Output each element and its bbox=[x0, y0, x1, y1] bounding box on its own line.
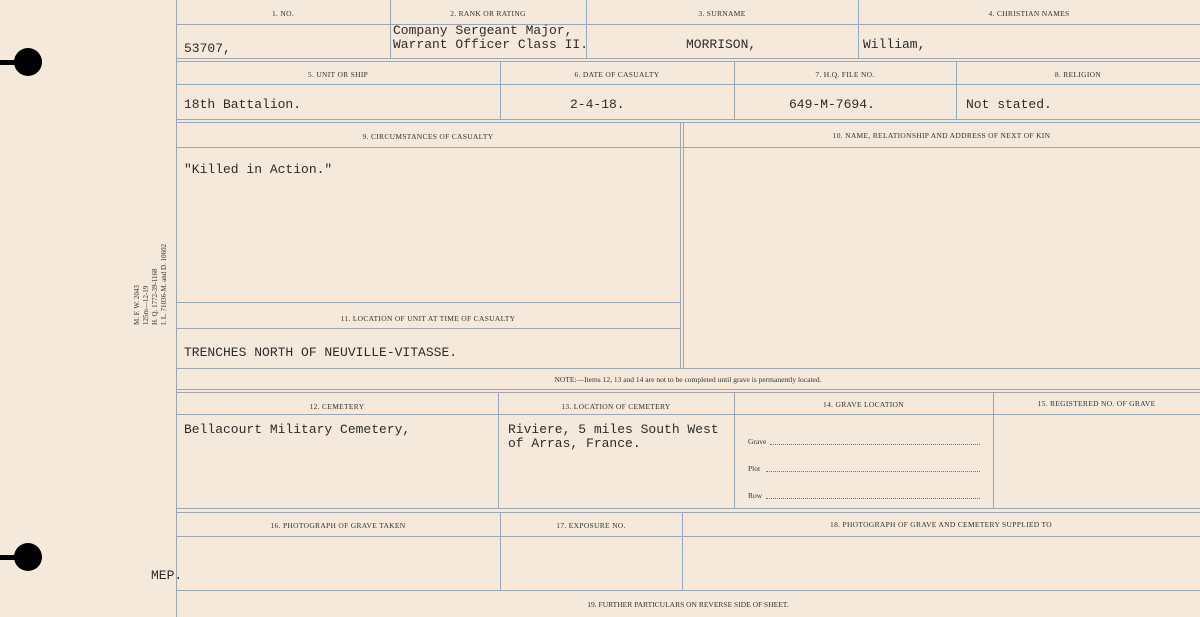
christian-names-label: 4. CHRISTIAN NAMES bbox=[988, 9, 1070, 18]
cemetery-location-label: 13. LOCATION OF CEMETERY bbox=[561, 402, 671, 411]
side-code-3: H. Q. 1772-39-1168 bbox=[151, 268, 159, 325]
religion-label: 8. RELIGION bbox=[1054, 70, 1102, 79]
footer-text: 19. FURTHER PARTICULARS ON REVERSE SIDE OF SHEET. bbox=[587, 600, 789, 609]
side-code-1: M. F. W. 2043 bbox=[133, 285, 141, 325]
surname-label: 3. SURNAME bbox=[698, 9, 746, 18]
exposure-label: 17. EXPOSURE NO. bbox=[556, 521, 626, 530]
cemetery-label: 12. CEMETERY bbox=[309, 402, 365, 411]
location-value: TRENCHES NORTH OF NEUVILLE-VITASSE. bbox=[184, 345, 458, 360]
circumstances-label: 9. CIRCUMSTANCES OF CASUALTY bbox=[362, 132, 494, 141]
side-code-2: 125m—12-19 bbox=[142, 285, 150, 325]
grave-location-label: 14. GRAVE LOCATION bbox=[823, 400, 904, 409]
punch-hole-bottom bbox=[14, 543, 42, 571]
side-code-4: I. L. 71036-M. and D. 10602 bbox=[160, 243, 168, 325]
surname-value: MORRISON, bbox=[686, 37, 757, 52]
no-label: 1. NO. bbox=[271, 9, 294, 18]
next-of-kin-label: 10. NAME, RELATIONSHIP AND ADDRESS OF NEXT OF KIN bbox=[832, 131, 1051, 140]
photo-supplied-label: 18. PHOTOGRAPH OF GRAVE AND CEMETERY SUPPLIED TO bbox=[830, 520, 1052, 529]
religion-value: Not stated. bbox=[966, 97, 1052, 112]
rank-label: 2. RANK OR RATING bbox=[450, 9, 526, 18]
rank-value-line1: Company Sergeant Major, bbox=[393, 23, 573, 38]
punch-hole-top bbox=[14, 48, 42, 76]
date-value: 2-4-18. bbox=[570, 97, 625, 112]
bottom-left-value: MEP. bbox=[151, 568, 183, 583]
grave-field-label: Grave bbox=[748, 437, 767, 446]
registered-no-label: 15. REGISTERED NO. OF GRAVE bbox=[1037, 399, 1156, 408]
no-value: 53707, bbox=[184, 41, 231, 56]
date-label: 6. DATE OF CASUALTY bbox=[574, 70, 660, 79]
file-label: 7. H.Q. FILE NO. bbox=[815, 70, 875, 79]
note-text: NOTE:—Items 12, 13 and 14 are not to be completed until grave is permanently located. bbox=[554, 375, 822, 384]
plot-field-label: Plot bbox=[748, 464, 761, 473]
christian-names-value: William, bbox=[863, 37, 926, 52]
unit-label: 5. UNIT OR SHIP bbox=[307, 70, 369, 79]
rank-value-line2: Warrant Officer Class II. bbox=[393, 37, 589, 52]
cemetery-location-value-line2: of Arras, France. bbox=[508, 436, 641, 451]
location-label: 11. LOCATION OF UNIT AT TIME OF CASUALTY bbox=[340, 314, 516, 323]
photo-taken-label: 16. PHOTOGRAPH OF GRAVE TAKEN bbox=[270, 521, 406, 530]
cemetery-value: Bellacourt Military Cemetery, bbox=[184, 422, 411, 437]
cemetery-location-value-line1: Riviere, 5 miles South West bbox=[508, 422, 719, 437]
unit-value: 18th Battalion. bbox=[184, 97, 302, 112]
row-field-label: Row bbox=[748, 491, 763, 500]
file-value: 649-M-7694. bbox=[789, 97, 875, 112]
circumstances-value: "Killed in Action." bbox=[184, 162, 333, 177]
